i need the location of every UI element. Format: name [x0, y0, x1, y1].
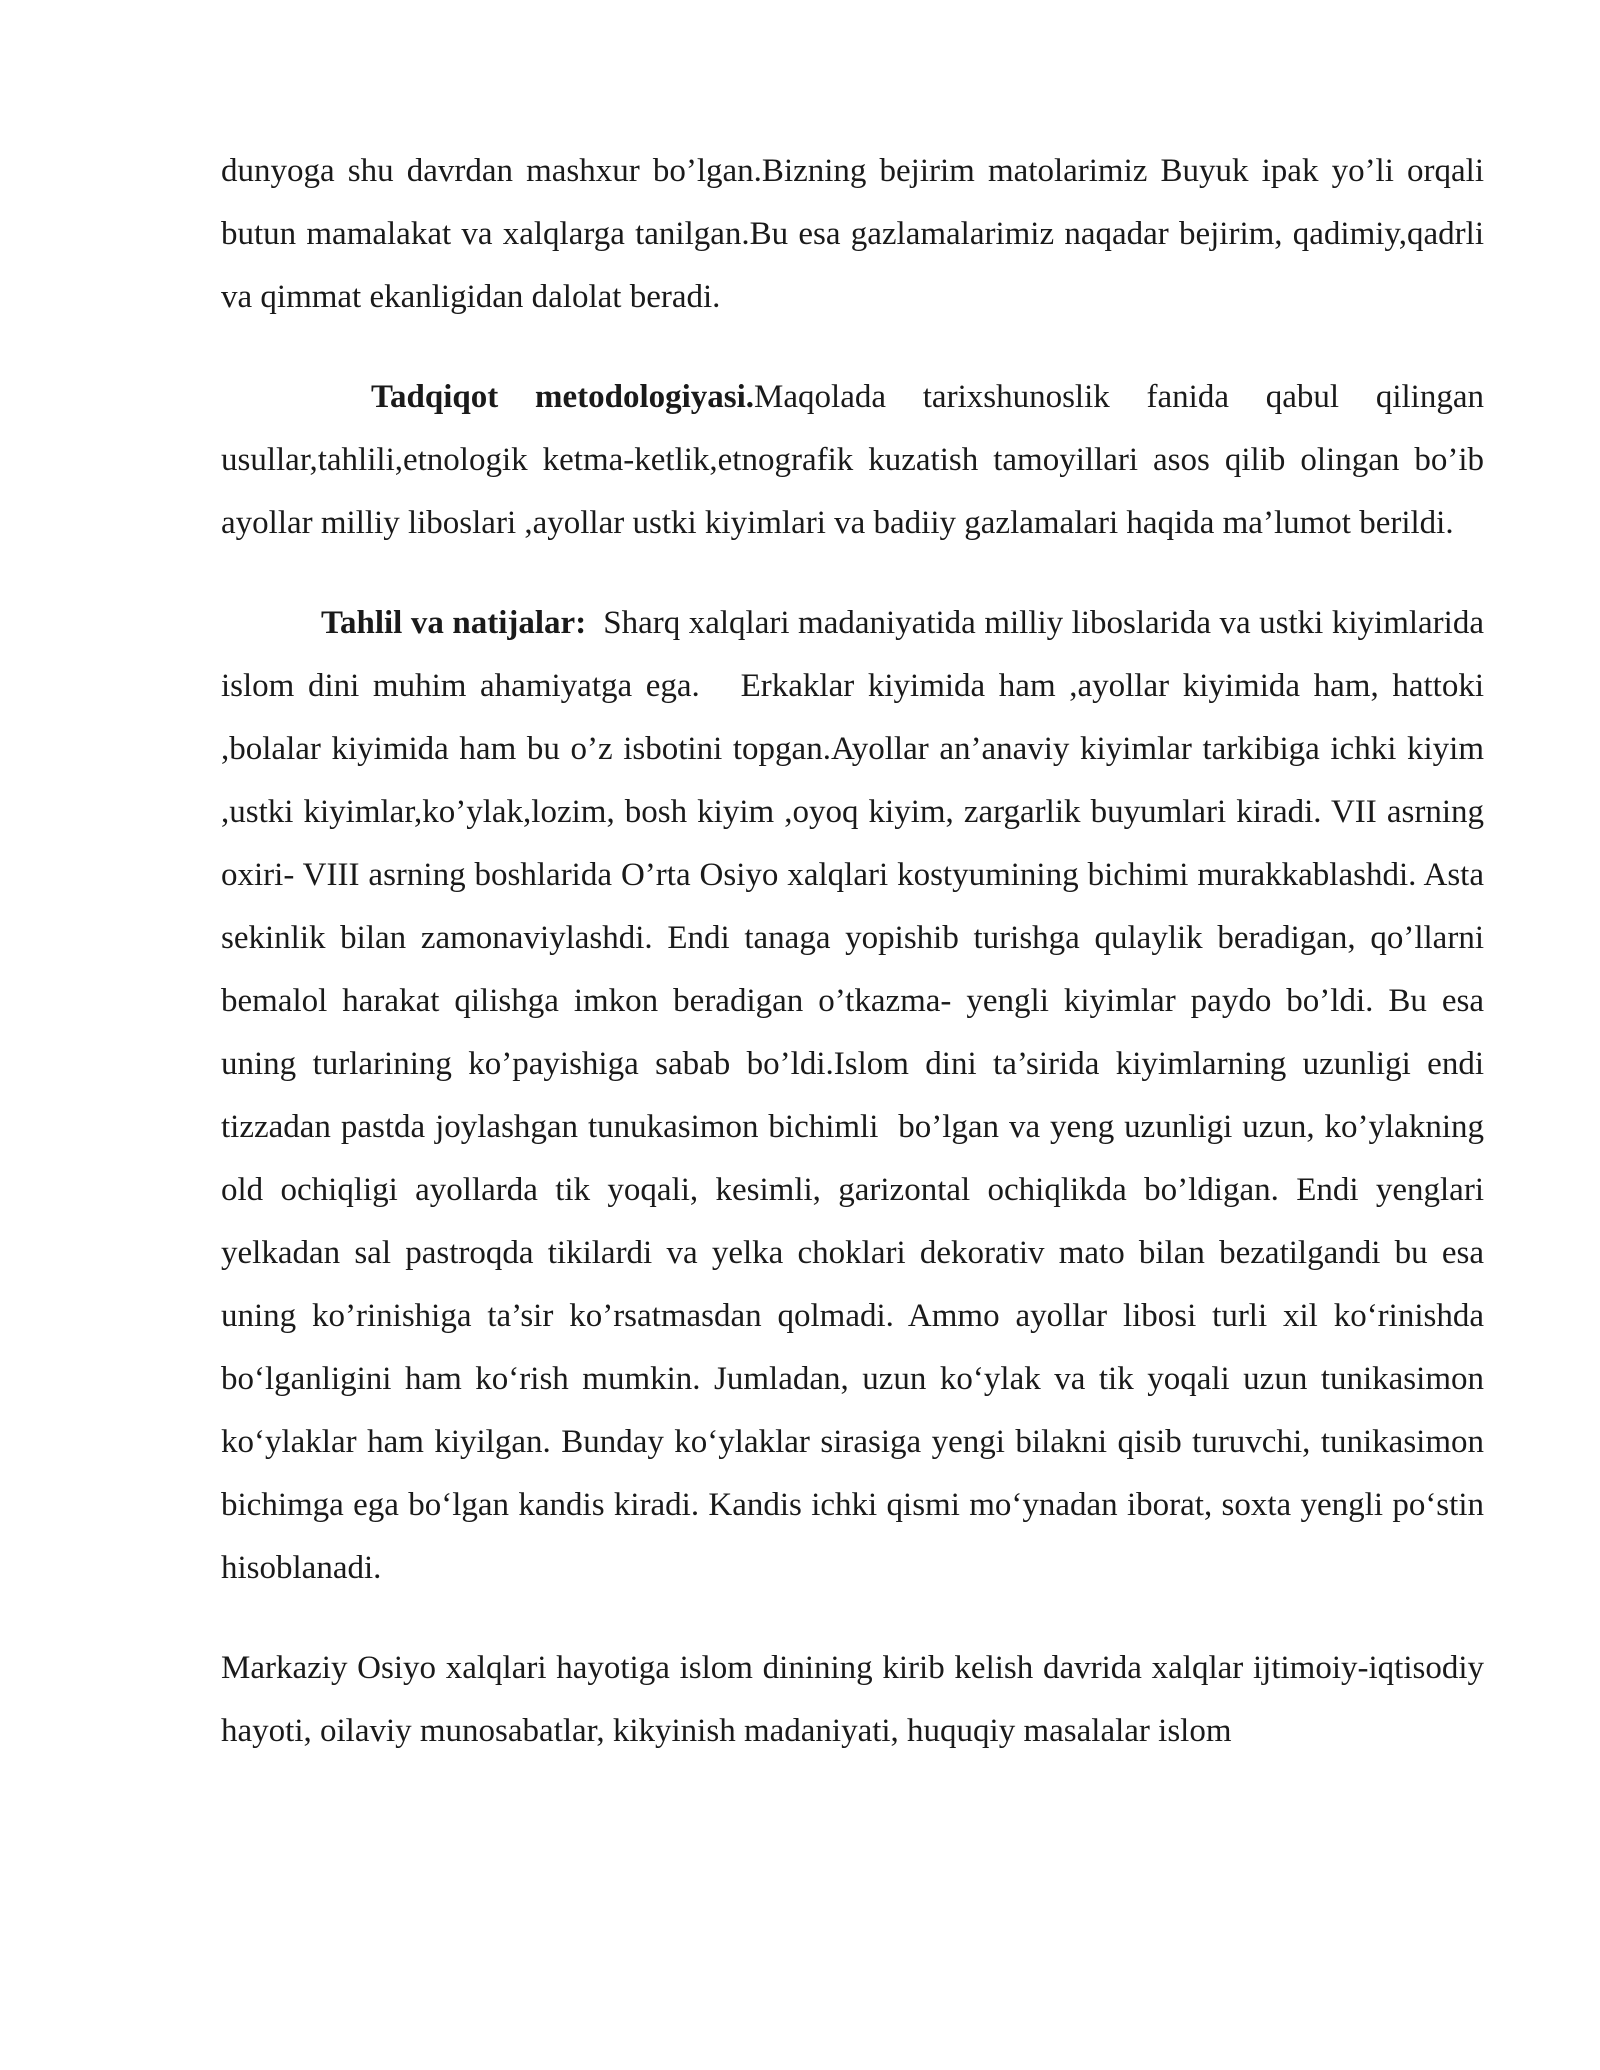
paragraph-intro: [221, 140, 1484, 329]
paragraph-text: Markaziy Osiyo xalqlari hayotiga islom dinining kirib kelish davrida xalqlar ijtimoiy-iqtisodiy hayoti, oilaviy munosabatlar, kikyinish madaniyati, huquqiy masalalar islom: [221, 1650, 1484, 1749]
document-body: [221, 140, 1493, 1763]
paragraph-analysis: [221, 592, 1493, 1600]
section-heading-analysis: Tahlil va natijalar:: [321, 605, 587, 641]
paragraph-text: Maqolada tarixshunoslik fanida qabul qilingan usullar,tahlili,etnologik ketma-ketlik,etnografik kuzatish tamoyillari asos qilib olingan bo’ib ayollar milliy liboslari ,ayollar ustki kiyimlari va badiiy gazlamalari haqida ma’lumot berildi.: [221, 379, 1484, 541]
section-heading-methodology: Tadqiqot metodologiyasi.: [371, 379, 755, 415]
paragraph-methodology: [221, 366, 1484, 555]
paragraph-text: dunyoga shu davrdan mashxur bo’lgan.Bizning bejirim matolarimiz Buyuk ipak yo’li orqali butun mamalakat va xalqlarga tanilgan.Bu esa gazlamalarimiz naqadar bejirim, qadimiy,qadrli va qimmat ekanligidan dalolat beradi.: [221, 153, 1484, 315]
paragraph-central-asia: [221, 1637, 1484, 1763]
paragraph-text: Sharq xalqlari madaniyatida milliy liboslarida va ustki kiyimlarida islom dini muhim ahamiyatga ega. Erkaklar kiyimida ham ,ayollar kiyimida ham, hattoki ,bolalar kiyimida ham bu o’z isbotini topgan.Ayollar an’anaviy kiyimlar tarkibiga ichki kiyim ,ustki kiyimlar,ko’ylak,lozim, bosh kiyim ,oyoq kiyim, zargarlik buyumlari kiradi. VII asrning oxiri- VIII asrning boshlarida O’rta Osiyo xalqlari kostyumining bichimi murakkablashdi. Asta sekinlik bilan zamonaviylashdi. Endi tanaga yopishib turishga qulaylik beradigan, qo’llarni bemalol harakat qilishga imkon beradigan o’tkazma- yengli kiyimlar paydo bo’ldi. Bu esa uning turlarining ko’payishiga sabab bo’ldi.Islom dini ta’sirida kiyimlarning uzunligi endi tizzadan pastda joylashgan tunukasimon bichimli bo’lgan va yeng uzunligi uzun, ko’ylakning old ochiqligi ayollarda tik yoqali, kesimli, garizontal ochiqlikda bo’ldigan. Endi yenglari yelkadan sal pastroqda tikilardi va yelka choklari dekorativ mato bilan bezatilgandi bu esa uning ko’rinishiga ta’sir ko’rsatmasdan qolmadi. Ammo ayollar libosi turli xil ko‘rinishda bo‘lganligini ham ko‘rish mumkin. Jumladan, uzun ko‘ylak va tik yoqali uzun tunikasimon ko‘ylaklar ham kiyilgan. Bunday ko‘ylaklar sirasiga yengi bilakni qisib turuvchi, tunikasimon bichimga ega bo‘lgan kandis kiradi. Kandis ichki qismi mo‘ynadan iborat, soxta yengli po‘stin hisoblanadi.: [221, 605, 1493, 1586]
